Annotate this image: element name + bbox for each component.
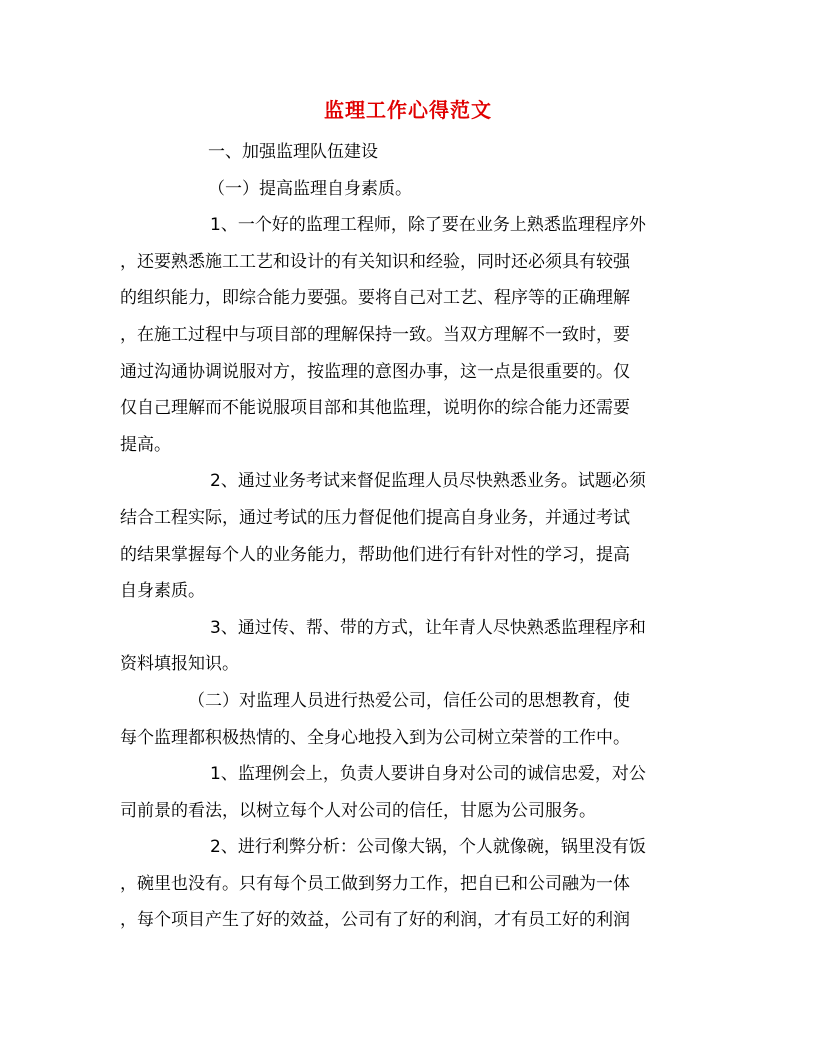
paragraph-line: 1、监理例会上，负责人要讲自身对公司的诚信忠爱，对公 [210,764,646,785]
section-heading: 一、加强监理队伍建设 [208,142,378,162]
paragraph-line: 每个监理都积极热情的、全身心地投入到为公司树立荣誉的工作中。 [120,727,630,748]
paragraph-line: 的结果掌握每个人的业务能力，帮助他们进行有针对性的学习，提高 [120,544,630,565]
paragraph-line: 司前景的看法，以树立每个人对公司的信任，甘愿为公司服务。 [120,800,596,821]
paragraph-line: ，还要熟悉施工工艺和设计的有关知识和经验，同时还必须具有较强 [120,251,630,272]
paragraph-line: 2、进行利弊分析：公司像大锅，个人就像碗，锅里没有饭 [210,837,646,858]
document-title: 监理工作心得范文 [324,98,492,122]
paragraph-line: 提高。 [120,434,171,455]
paragraph-line: ，碗里也没有。只有每个员工做到努力工作，把自已和公司融为一体 [120,873,630,894]
paragraph-line: 1、一个好的监理工程师，除了要在业务上熟悉监理程序外 [210,215,646,236]
paragraph-line: ，每个项目产生了好的效益，公司有了好的利润，才有员工好的利润 [120,910,630,931]
paragraph-line: 自身素质。 [120,581,205,602]
subsection-heading: （一）提高监理自身素质。 [208,178,412,199]
paragraph-line: 2、通过业务考试来督促监理人员尽快熟悉业务。试题必须 [210,471,646,492]
paragraph-line: 3、通过传、帮、带的方式，让年青人尽快熟悉监理程序和 [210,617,646,638]
paragraph-line: 仅自己理解而不能说服项目部和其他监理，说明你的综合能力还需要 [120,398,630,419]
paragraph-line: 的组织能力，即综合能力要强。要将自己对工艺、程序等的正确理解 [120,288,630,309]
document-body [120,134,694,939]
subsection-heading: （二）对监理人员进行热爱公司，信任公司的思想教育，使 [188,690,630,711]
paragraph-line: 结合工程实际，通过考试的压力督促他们提高自身业务，并通过考试 [120,507,630,528]
paragraph-line: 通过沟通协调说服对方，按监理的意图办事，这一点是很重要的。仅 [120,361,630,382]
paragraph-line: ，在施工过程中与项目部的理解保持一致。当双方理解不一致时，要 [120,324,630,345]
paragraph-line: 资料填报知识。 [120,654,239,675]
